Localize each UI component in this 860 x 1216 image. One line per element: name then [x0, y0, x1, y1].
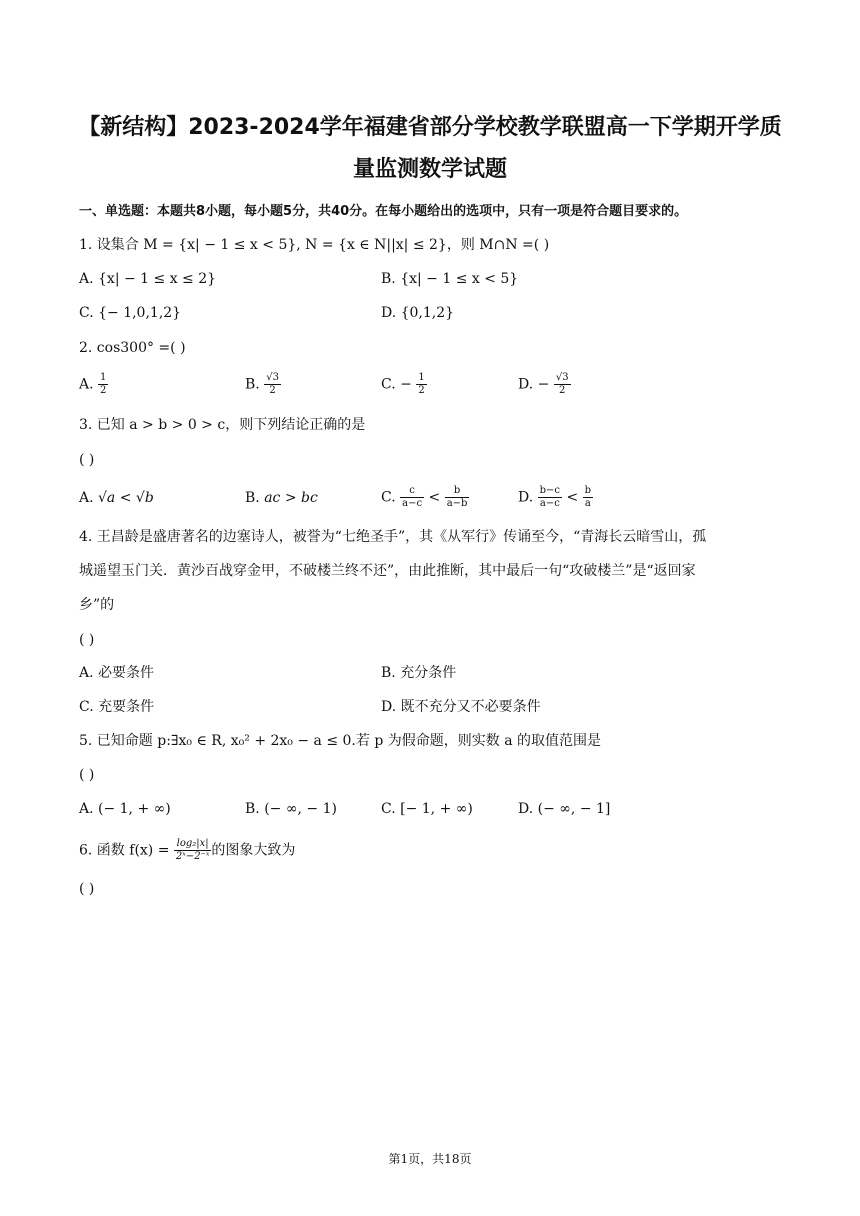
question-6-stem-suffix: 的图象大致为 [211, 842, 296, 859]
fraction-denominator: a [584, 498, 591, 509]
option-label: A. [79, 490, 94, 506]
fraction [583, 485, 593, 510]
fraction-numerator: b [584, 485, 592, 496]
option-expression: ac > bc [264, 490, 318, 506]
fraction [554, 372, 571, 397]
q2-option-a [79, 372, 108, 397]
q2-option-c [381, 372, 427, 397]
minus-sign: − [537, 376, 550, 393]
q1-option-a: A. {x| − 1 ≤ x ≤ 2} [79, 271, 217, 287]
fraction [98, 372, 108, 397]
fraction-numerator: b [445, 485, 470, 498]
question-6-stem-prefix: 6. 函数 f(x) = [79, 842, 170, 859]
question-1-stem: 1. 设集合 M = {x| − 1 ≤ x < 5}, N = {x ∈ N||x| ≤ 2}，则 M∩N =( ) [79, 237, 550, 253]
fraction-denominator: 2ˣ−2⁻ˣ [175, 851, 210, 862]
fraction-numerator: √3 [555, 372, 569, 383]
fraction [174, 838, 211, 863]
q2-option-b [245, 372, 281, 397]
relation-sign: < [566, 489, 579, 506]
q2-option-d [518, 372, 571, 397]
fraction-denominator: 2 [418, 385, 425, 396]
question-4-stem-line1: 4. 王昌龄是盛唐著名的边塞诗人，被誉为“七绝圣手”，其《从军行》传诵至今，“青海长云暗雪山，孤 [79, 529, 707, 545]
fraction [400, 485, 424, 510]
option-label: C. [381, 489, 396, 506]
exam-title-line2: 量监测数学试题 [352, 157, 507, 182]
question-6-stem [79, 838, 295, 863]
q3-option-d [518, 485, 593, 510]
fraction-numerator: √3 [266, 372, 279, 383]
q3-option-a [79, 489, 154, 507]
q3-option-b [245, 489, 318, 507]
q5-option-b: B. (− ∞, − 1) [245, 801, 337, 817]
option-label: A. [79, 376, 94, 393]
question-5-answer-paren: ( ) [79, 767, 95, 783]
fraction [538, 485, 562, 510]
fraction-numerator: 1 [418, 372, 425, 383]
minus-sign: − [400, 376, 412, 393]
fraction-denominator: a−c [539, 498, 560, 509]
q5-option-a: A. (− 1, + ∞) [79, 801, 171, 817]
q4-option-a: A. 必要条件 [79, 665, 155, 681]
option-label: D. [518, 489, 534, 506]
question-4-answer-paren: ( ) [79, 632, 95, 648]
section-heading: 一、单选题：本题共8小题，每小题5分，共40分。在每小题给出的选项中，只有一项是符合题目要求的。 [79, 204, 688, 219]
fraction-denominator: 2 [100, 385, 107, 396]
option-label: C. [381, 376, 396, 393]
question-3-stem: 3. 已知 a > b > 0 > c，则下列结论正确的是 [79, 417, 366, 433]
q4-option-d: D. 既不充分又不必要条件 [381, 699, 541, 715]
q5-option-d: D. (− ∞, − 1] [518, 801, 611, 817]
q1-option-b: B. {x| − 1 ≤ x < 5} [381, 271, 519, 287]
fraction-numerator: 1 [100, 372, 107, 383]
relation-sign: < [428, 489, 441, 506]
q1-option-d: D. {0,1,2} [381, 305, 455, 321]
fraction-denominator: a−c [402, 498, 423, 509]
question-4-stem-line2: 城遥望玉门关．黄沙百战穿金甲，不破楼兰终不还”，由此推断，其中最后一句“攻破楼兰”是“返回家 [79, 563, 696, 579]
page-footer: 第1页，共18页 [388, 1152, 472, 1166]
q3-option-c [381, 485, 469, 510]
fraction-denominator: 2 [269, 385, 276, 396]
option-label: B. [245, 490, 260, 506]
option-label: D. [518, 376, 534, 393]
fraction-numerator: c [400, 485, 424, 498]
q1-option-c: C. {− 1,0,1,2} [79, 305, 182, 321]
question-3-answer-paren: ( ) [79, 452, 95, 468]
q4-option-b: B. 充分条件 [381, 665, 457, 681]
question-2-stem: 2. cos300° =( ) [79, 340, 186, 356]
fraction-numerator: b−c [539, 485, 561, 496]
fraction-numerator: log₂|x| [174, 838, 211, 851]
q4-option-c: C. 充要条件 [79, 699, 155, 715]
fraction-denominator: a−b [446, 498, 468, 509]
option-label: B. [245, 376, 260, 393]
question-6-answer-paren: ( ) [79, 881, 95, 897]
option-expression: √a < √b [98, 490, 154, 506]
exam-title-line1: 【新结构】2023-2024学年福建省部分学校教学联盟高一下学期开学质 [78, 115, 782, 140]
q5-option-c: C. [− 1, + ∞) [381, 801, 473, 817]
fraction [264, 372, 281, 397]
fraction [416, 372, 426, 397]
fraction [445, 485, 470, 510]
question-5-stem: 5. 已知命题 p:∃x₀ ∈ R, x₀² + 2x₀ − a ≤ 0.若 p 为假命题，则实数 a 的取值范围是 [79, 733, 601, 749]
fraction-denominator: 2 [559, 385, 566, 396]
question-4-stem-line3: 乡”的 [79, 597, 115, 613]
